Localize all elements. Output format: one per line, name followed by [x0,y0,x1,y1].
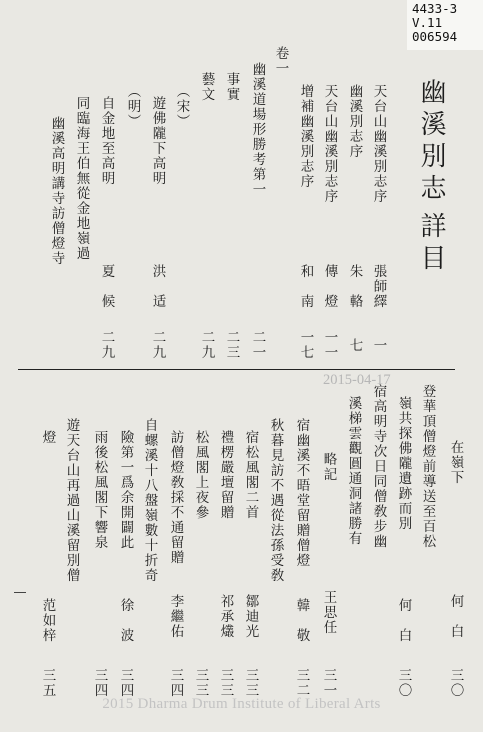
entry-title: 松風閣上夜參 [192,430,209,520]
entry-author: 朱 輅 [346,264,363,309]
entry-author: 夏 候 [98,264,115,309]
entry-title: 天台山幽溪別志序 [321,84,338,204]
entry-author: 何 白 [395,598,412,643]
entry-title: 險第一爲余開闢此 [117,430,134,550]
label-line-3: 006594 [412,29,458,44]
entry-page: 三三 [192,668,209,698]
entry-title: 雨後松風閣下響泉 [91,430,108,550]
entry-page: 一 [370,338,387,353]
entry-author: 王思任 [320,590,337,635]
entry-page: 三〇 [395,668,412,698]
entry-author: 張師繹 [370,264,387,309]
entry-page: 三四 [167,668,184,698]
book-title: 幽溪別志 [416,78,446,206]
institution-watermark: 2015 Dharma Drum Institute of Liberal Arts [102,696,381,712]
entry-title: 溪梯雲觀圓通洞諸勝有 [345,396,362,546]
entry-author: 韓 敬 [293,598,310,643]
section-divider-rule [18,369,455,370]
entry-page: 三三 [217,668,234,698]
entry-title: 訪僧燈敎採不通留贈 [167,430,184,565]
entry-page: 三四 [91,668,108,698]
entry-author: 洪 适 [149,264,166,309]
entry-author: 傳 燈 [321,264,338,309]
entry-page: 三一 [320,668,337,698]
entry-page: 三二 [293,668,310,698]
entry-page: 二三 [223,330,240,360]
entry-author: 何 白 [447,594,464,639]
dynasty-heading: （明） [124,84,141,129]
entry-page: 三五 [39,668,56,698]
date-stamp: 2015-04-17 [323,372,391,388]
entry-page: 二九 [98,330,115,360]
entry-title: 略記 [320,452,337,482]
entry-title: 自螺溪十八盤嶺數十折奇 [141,418,158,583]
entry-title: 在嶺下 [447,440,464,485]
label-line-2: V.11 [412,15,443,30]
entry-title: 登華頂僧燈前導送至百松 [419,384,436,549]
entry-title: 事實 [223,72,240,102]
entry-title: 幽溪道場形勝考第一 [249,62,266,197]
entry-title: 宿幽溪不晤堂留贈僧燈 [293,418,310,568]
entry-page: 二九 [198,330,215,360]
entry-page: 三四 [117,668,134,698]
entry-page: 三三 [242,668,259,698]
entry-title: 秋暮見訪不遇從法孫受敎 [267,418,284,583]
entry-page: 一一 [321,330,338,360]
entry-author: 和 南 [297,264,314,309]
entry-author: 鄒迪光 [242,594,259,639]
dynasty-heading: （宋） [173,84,190,129]
entry-page: 一七 [297,330,314,360]
entry-title: 禮楞嚴壇留贈 [217,430,234,520]
entry-title: 幽溪高明講寺訪僧燈寺 [48,116,65,266]
entry-title: 藝文 [198,72,215,102]
entry-title: 燈 [39,430,56,445]
entry-title: 嶺共探佛隴遺跡而別 [395,396,412,531]
label-line-1: 4433-3 [412,1,458,16]
entry-page: 二九 [149,330,166,360]
chapter-heading: 卷一 [272,46,289,76]
entry-title: 宿松風閣二首 [242,430,259,520]
entry-author: 徐 波 [117,598,134,643]
entry-author: 范如梓 [39,598,56,643]
entry-title: 自金地至高明 [98,96,115,186]
margin-tick-mark [14,592,26,593]
entry-title: 宿高明寺次日同僧敎步幽 [370,384,387,549]
entry-title: 同臨海王伯無從金地嶺過 [73,96,90,261]
library-call-number-label [407,0,483,50]
entry-page: 三〇 [447,668,464,698]
entry-author: 祁承爜 [217,594,234,639]
entry-author: 李繼佑 [167,594,184,639]
section-title: 詳目 [416,212,446,276]
entry-page: 二一 [249,330,266,360]
entry-page: 七 [346,338,363,353]
entry-title: 增補幽溪別志序 [297,84,314,189]
entry-title: 幽溪別志序 [346,84,363,159]
entry-title: 遊佛隴下高明 [149,96,166,186]
entry-title: 天台山幽溪別志序 [370,84,387,204]
entry-title: 遊天台山再過山溪留別僧 [63,418,80,583]
